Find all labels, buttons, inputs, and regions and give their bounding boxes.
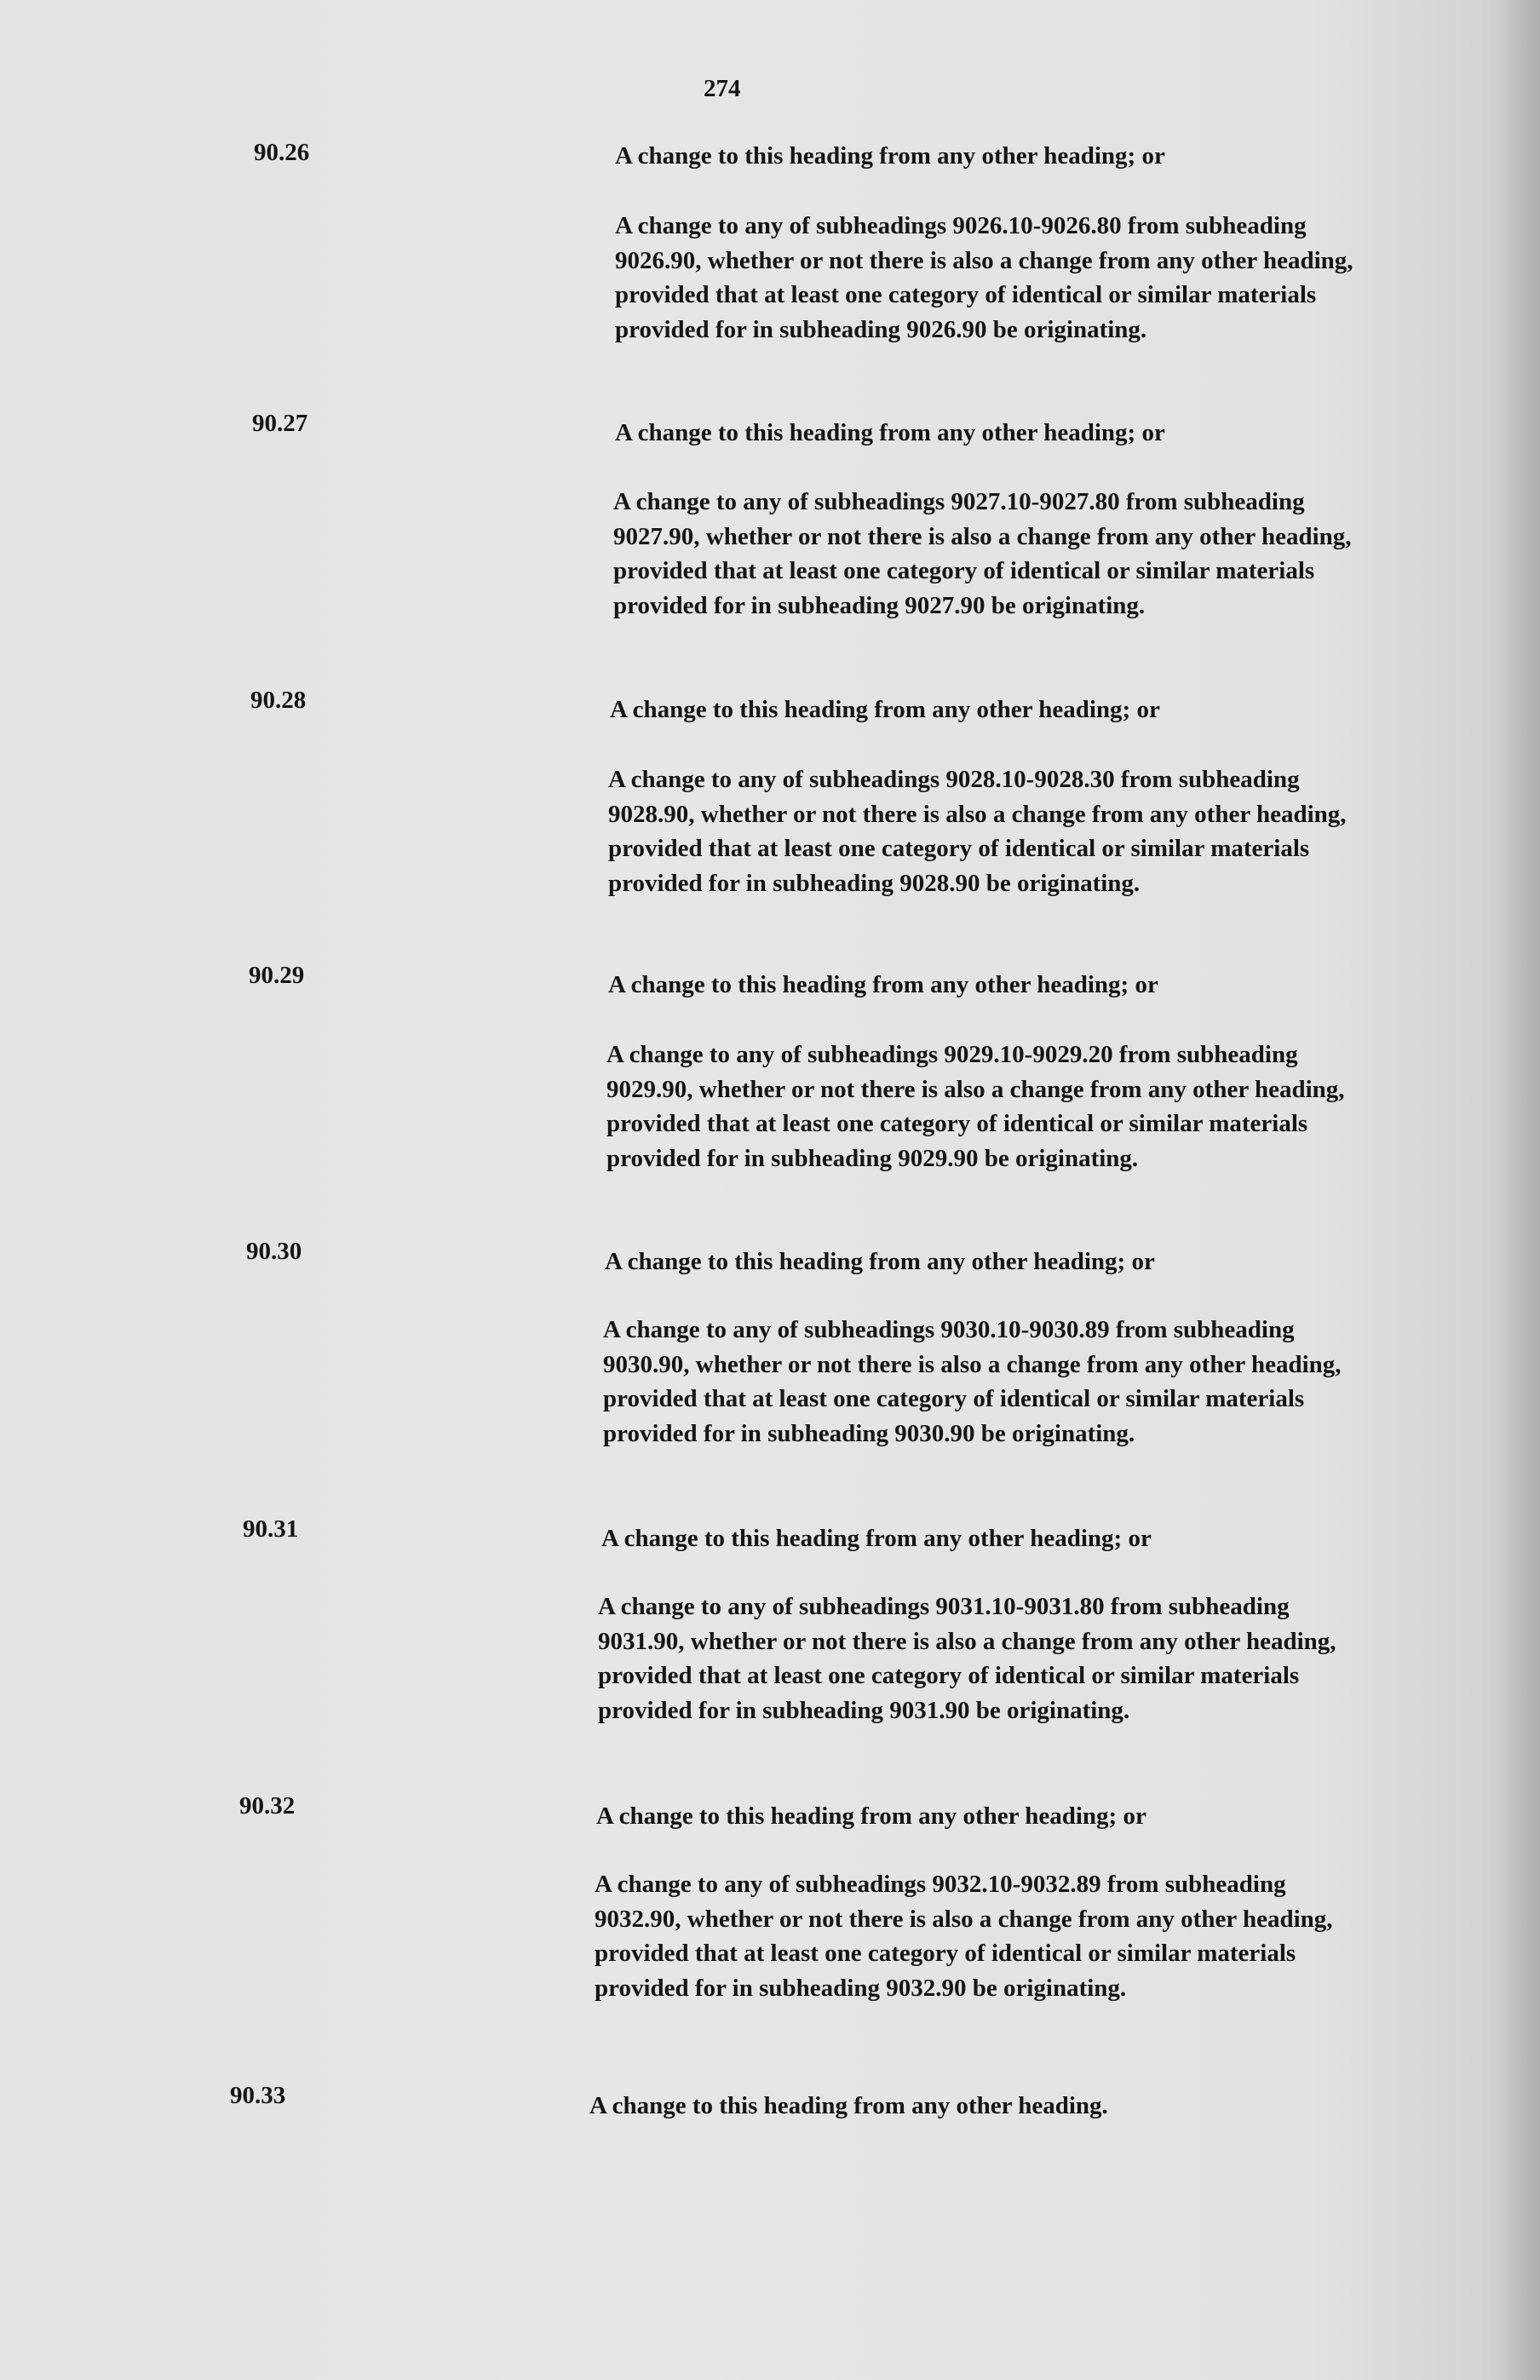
rule-heading-change: A change to this heading from any other heading; or: [610, 696, 1160, 723]
heading-code: 90.32: [239, 1792, 296, 1819]
rule-subheading-change: A change to any of subheadings 9031.10-9031.80 from subheading 9031.90, whether or not there is also a change from any other heading, provided that at least one category of identical or similar materials provided for in subheading 9031.90 be originating.: [598, 1593, 1336, 1724]
rule-heading-change: A change to this heading from any other heading; or: [605, 1248, 1155, 1275]
heading-code: 90.29: [249, 962, 305, 989]
rule-subheading-change: A change to any of subheadings 9032.10-9032.89 from subheading 9032.90, whether or not there is also a change from any other heading, provided that at least one category of identical or similar materials provided for in subheading 9032.90 be originating.: [595, 1871, 1333, 2002]
heading-code: 90.28: [250, 687, 307, 714]
rule-subheading-change: A change to any of subheadings 9028.10-9028.30 from subheading 9028.90, whether or not there is also a change from any other heading, provided that at least one category of identical or similar materials provided for in subheading 9028.90 be originating.: [608, 766, 1347, 897]
heading-code: 90.30: [246, 1238, 302, 1265]
rule-heading-change: A change to this heading from any other heading; or: [601, 1525, 1152, 1552]
page-edge-shadow: [1497, 0, 1540, 2380]
heading-code: 90.31: [243, 1515, 299, 1543]
heading-code: 90.33: [230, 2082, 286, 2109]
heading-code: 90.26: [254, 139, 310, 166]
rule-subheading-change: A change to any of subheadings 9029.10-9029.20 from subheading 9029.90, whether or not there is also a change from any other heading, provided that at least one category of identical or similar materials provided for in subheading 9029.90 be originating.: [606, 1041, 1345, 1172]
rule-subheading-change: A change to any of subheadings 9027.10-9027.80 from subheading 9027.90, whether or not there is also a change from any other heading, provided that at least one category of identical or similar materials provided for in subheading 9027.90 be originating.: [613, 488, 1352, 619]
rule-heading-change: A change to this heading from any other heading; or: [596, 1802, 1146, 1830]
rule-heading-change: A change to this heading from any other heading.: [589, 2092, 1108, 2119]
rule-subheading-change: A change to any of subheadings 9026.10-9026.80 from subheading 9026.90, whether or not there is also a change from any other heading, provided that at least one category of identical or similar materials provided for in subheading 9026.90 be originating.: [615, 212, 1353, 343]
rule-heading-change: A change to this heading from any other heading; or: [615, 419, 1165, 446]
rule-heading-change: A change to this heading from any other heading; or: [615, 142, 1165, 170]
page-number: 274: [704, 75, 741, 102]
rule-heading-change: A change to this heading from any other heading; or: [608, 971, 1158, 998]
heading-code: 90.27: [252, 410, 308, 437]
rule-subheading-change: A change to any of subheadings 9030.10-9030.89 from subheading 9030.90, whether or not there is also a change from any other heading, provided that at least one category of identical or similar materials provided for in subheading 9030.90 be originating.: [603, 1316, 1342, 1447]
